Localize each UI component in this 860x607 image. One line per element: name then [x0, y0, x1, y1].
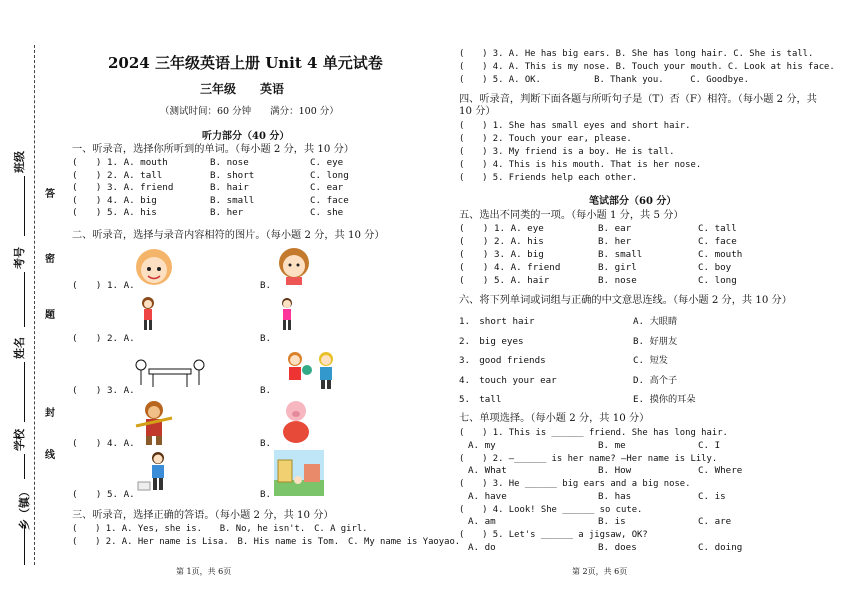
choice-option-c: C. are	[698, 516, 732, 528]
seal-char: 封	[45, 408, 55, 419]
section-6-title: 六、将下列单词或词组与正确的中文意思连线。（每小题 2 分，共 10 分）	[459, 295, 792, 306]
choice-option-b: B. is	[598, 516, 626, 528]
section-1-title: 一、听录音，选择你所听到的单词。（每小题 2 分，共 10 分）	[72, 144, 354, 155]
section-5-item: ( ) 3. A. big	[459, 249, 544, 260]
section-1-option-c: C. eye	[310, 157, 344, 168]
section-4-item: ( ) 2. Touch your ear, please.	[459, 134, 632, 144]
boys-carrying-bench-image	[133, 355, 207, 391]
monkey-king-image	[134, 398, 174, 446]
matching-meaning: C. 短发	[633, 355, 668, 367]
girl-face-image	[133, 243, 175, 289]
section-1-item: ( ) 2. A. tall	[72, 169, 163, 181]
section-1-option-b: B. hair	[210, 182, 249, 194]
section-5-item: ( ) 1. A. eye	[459, 223, 544, 234]
section-5-item: ( ) 5. A. hair	[459, 275, 550, 286]
choice-question: ( ) 5. Let's ______ a jigsaw, OK?	[459, 530, 648, 541]
binding-margin	[0, 0, 60, 607]
section-2-item: ( ) 5. A.	[72, 489, 135, 500]
choice-option-b: B. does	[598, 542, 637, 553]
choice-question: ( ) 1. This is ______ friend. She has long hair.	[459, 428, 728, 438]
pig-image	[276, 398, 316, 444]
boy-reading-image	[134, 450, 178, 494]
section-2-item: ( ) 2. A.	[72, 333, 135, 344]
margin-label-name: 姓名	[13, 337, 26, 359]
matching-word: 5. tall	[459, 394, 502, 406]
playground-scene-image	[274, 450, 324, 496]
page-number-right: 第 2页，共 6页	[572, 567, 628, 576]
seal-char: 答	[45, 189, 55, 200]
margin-label-town: 乡（镇）	[18, 486, 31, 530]
margin-fill-line	[24, 454, 25, 479]
margin-label-school: 学校	[13, 429, 26, 451]
girl-long-hair-image	[136, 296, 160, 332]
choice-option-a: A. What	[468, 465, 507, 477]
seal-char: 线	[45, 450, 55, 461]
section-3-item-3: ( ) 3. A. He has big ears. B. She has long hair. C. She is tall.	[459, 49, 814, 59]
girl-thinking-image	[276, 243, 312, 285]
section-5-option-c: C. long	[698, 275, 737, 286]
section-2-item: ( ) 1. A.	[72, 280, 135, 291]
section-4-title: 四、听录音，判断下面各题与所听句子是（T）否（F）相符。（每小题 2 分，共	[459, 94, 817, 105]
matching-meaning: A. 大眼睛	[633, 316, 678, 327]
section-3-item-4: ( ) 4. A. This is my nose. B. Touch your mouth. C. Look at his face.	[459, 62, 835, 72]
section-2-item: ( ) 3. A.	[72, 385, 135, 396]
choice-option-c: C. I	[698, 439, 721, 451]
section-3-item-2: ( ) 2. A. Her name is Lisa. B. His name is Tom. C. My name is Yaoyao.	[72, 537, 461, 547]
section-1-option-c: C. long	[310, 169, 349, 181]
matching-meaning: B. 好朋友	[633, 335, 678, 347]
section-1-item: ( ) 3. A. friend	[72, 182, 174, 194]
exam-title: 2024 三年级英语上册 Unit 4 单元试卷	[108, 54, 383, 72]
matching-word: 2. big eyes	[459, 335, 524, 347]
section-4-item: ( ) 4. This is his mouth. That is her nose.	[459, 160, 702, 170]
choice-option-c: C. is	[698, 490, 726, 502]
section-5-option-b: B. girl	[598, 262, 637, 273]
section-1-option-c: C. she	[310, 207, 344, 219]
page-number-left: 第 1页，共 6页	[176, 567, 232, 576]
section-5-option-b: B. her	[598, 236, 632, 247]
section-4-item: ( ) 5. Friends help each other.	[459, 173, 638, 183]
section-5-option-c: C. mouth	[698, 249, 743, 260]
section-3-item-1: ( ) 1. A. Yes, she is. B. No, he isn't. C. A girl.	[72, 524, 368, 534]
choice-option-c: C. doing	[698, 542, 743, 553]
choice-option-b: B. has	[598, 490, 632, 502]
section-2-option-b: B.	[260, 333, 272, 344]
choice-option-b: B. How	[598, 465, 632, 477]
section-1-option-c: C. face	[310, 194, 349, 206]
section-4-title-cont: 10 分）	[459, 106, 496, 117]
choice-option-a: A. have	[468, 490, 507, 502]
choice-question: ( ) 3. He ______ big ears and a big nose.	[459, 479, 691, 490]
section-5-item: ( ) 4. A. friend	[459, 262, 561, 273]
choice-option-a: A. my	[468, 439, 496, 451]
section-5-option-b: B. small	[598, 249, 643, 260]
choice-option-c: C. Where	[698, 465, 743, 477]
section-1-option-c: C. ear	[310, 182, 344, 194]
choice-option-a: A. am	[468, 516, 496, 528]
margin-label-class: 班级	[13, 151, 26, 173]
section-2-title: 二、听录音，选择与录音内容相符的图片。（每小题 2 分，共 10 分）	[72, 230, 385, 241]
section-7-title: 七、单项选择。（每小题 2 分，共 10 分）	[459, 413, 650, 424]
section-5-option-c: C. face	[698, 236, 737, 247]
section-3-title: 三、听录音，选择正确的答语。（每小题 2 分，共 10 分）	[72, 510, 334, 521]
margin-fill-line	[24, 272, 25, 327]
seal-line	[34, 45, 35, 565]
margin-fill-line	[24, 362, 25, 422]
section-5-title: 五、选出不同类的一项。（每小题 1 分，共 5 分）	[459, 210, 684, 221]
seal-char: 密	[45, 254, 55, 265]
margin-fill-line	[24, 525, 25, 565]
section-1-item: ( ) 5. A. his	[72, 207, 157, 219]
section-5-option-c: C. tall	[698, 223, 737, 234]
choice-question: ( ) 2. —______ is her name? —Her name is Lily.	[459, 453, 718, 464]
section-2-option-b: B.	[260, 438, 272, 449]
section-2-option-b: B.	[260, 280, 272, 291]
exam-subtitle: 三年级 英语	[200, 82, 285, 96]
section-1-item: ( ) 4. A. big	[72, 194, 157, 206]
choice-option-b: B. me	[598, 439, 626, 451]
section-5-option-b: B. ear	[598, 223, 632, 234]
margin-fill-line	[24, 176, 25, 236]
matching-meaning: D. 高个子	[633, 374, 678, 386]
two-friends-image	[282, 350, 340, 390]
written-part-heading: 笔试部分（60 分）	[589, 196, 677, 207]
choice-option-a: A. do	[468, 542, 496, 553]
section-1-option-b: B. short	[210, 169, 255, 181]
matching-word: 4. touch your ear	[459, 374, 557, 386]
listening-part-heading: 听力部分（40 分）	[202, 131, 290, 142]
section-1-option-b: B. nose	[210, 157, 249, 168]
section-2-option-b: B.	[260, 385, 272, 396]
exam-meta: （测试时间：60 分钟 满分：100 分）	[160, 106, 339, 117]
section-5-option-b: B. nose	[598, 275, 637, 286]
section-4-item: ( ) 3. My friend is a boy. He is tall.	[459, 147, 675, 157]
section-1-option-b: B. her	[210, 207, 244, 219]
girl-short-hair-image	[276, 296, 298, 332]
choice-question: ( ) 4. Look! She ______ so cute.	[459, 504, 643, 515]
matching-meaning: E. 摸你的耳朵	[633, 394, 696, 406]
seal-char: 题	[45, 310, 55, 321]
section-3-item-5: ( ) 5. A. OK. B. Thank you. C. Goodbye.	[459, 75, 749, 85]
section-5-option-c: C. boy	[698, 262, 732, 273]
section-2-option-b: B.	[260, 489, 272, 500]
section-2-item: ( ) 4. A.	[72, 438, 135, 449]
section-5-item: ( ) 2. A. his	[459, 236, 544, 247]
margin-label-exam-no: 考号	[13, 247, 26, 269]
section-1-item: ( ) 1. A. mouth	[72, 157, 168, 168]
matching-word: 3. good friends	[459, 355, 546, 367]
section-4-item: ( ) 1. She has small eyes and short hair.	[459, 121, 691, 131]
matching-word: 1. short hair	[459, 316, 535, 327]
section-1-option-b: B. small	[210, 194, 255, 206]
